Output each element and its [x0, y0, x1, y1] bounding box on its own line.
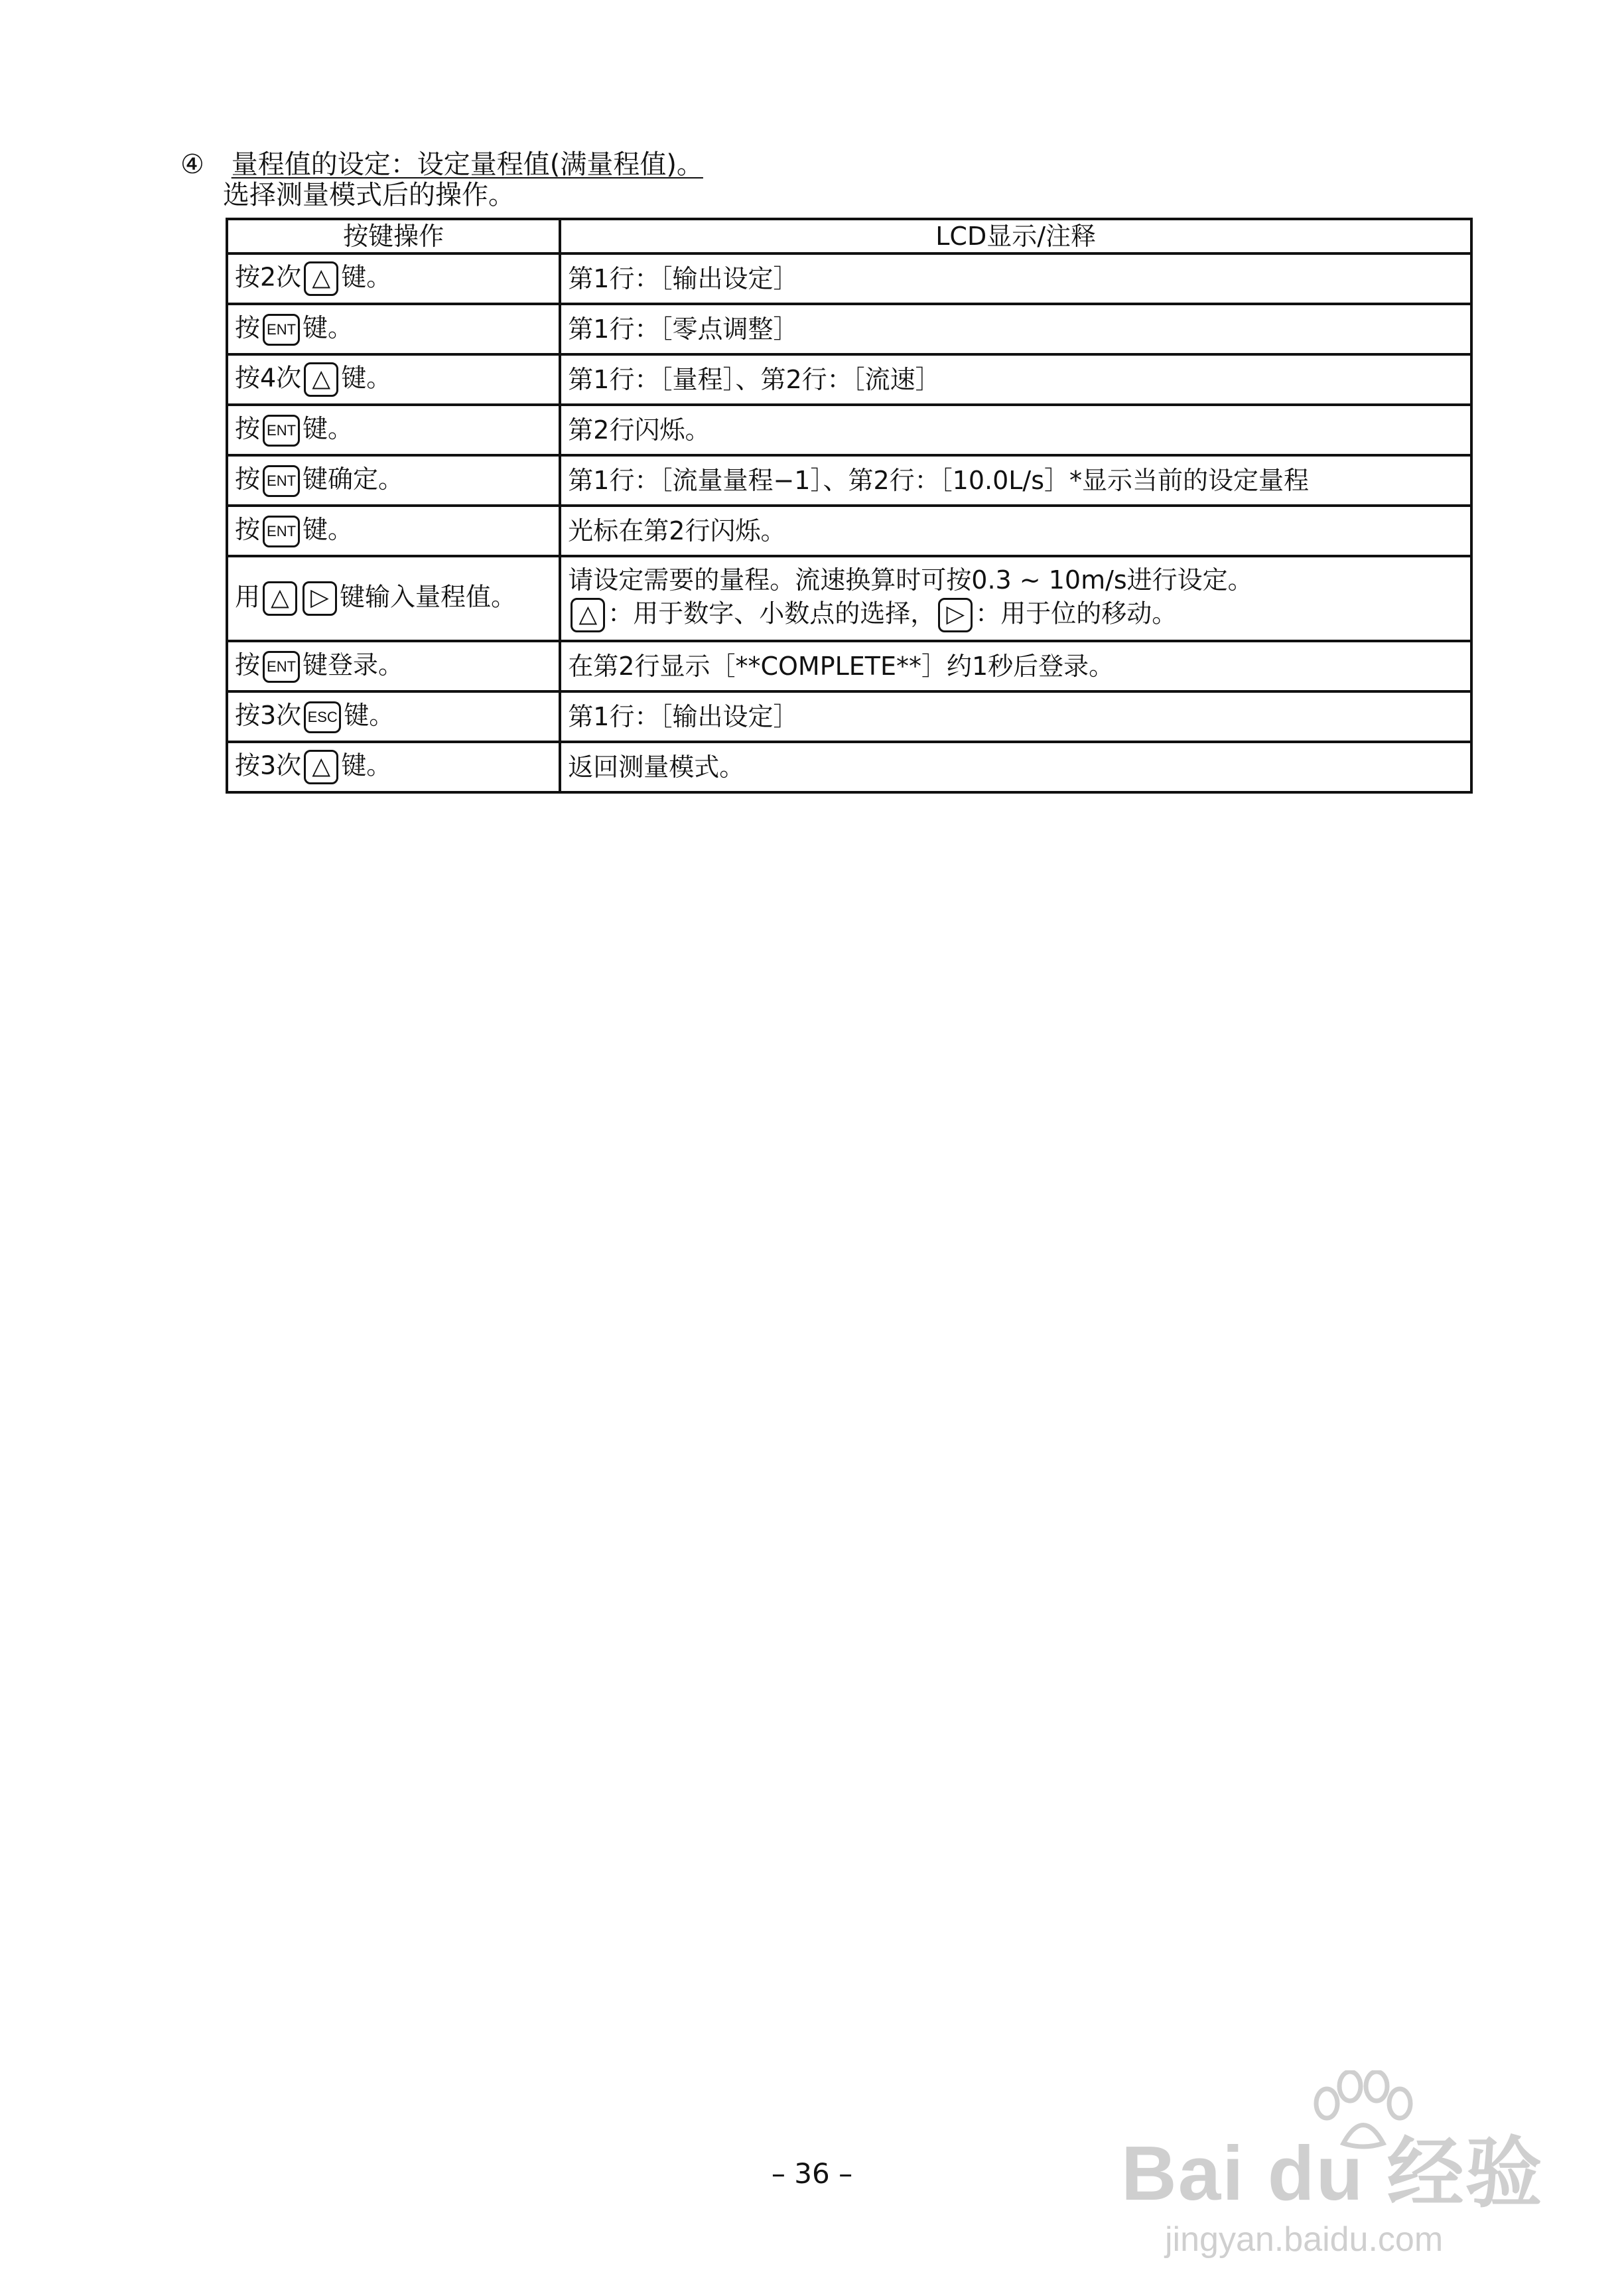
- table-row: [227, 742, 1471, 792]
- right-triangle-key-icon: ▷: [303, 581, 337, 616]
- ent-key-icon: ENT: [263, 314, 300, 346]
- esc-key-icon: ESC: [304, 701, 341, 733]
- up-triangle-key-icon: △: [304, 261, 338, 296]
- key-operation-cell: 按2次 △ 键。: [227, 253, 560, 304]
- page-number: – 36 –: [771, 2157, 853, 2190]
- right-triangle-key-icon: ▷: [938, 598, 973, 632]
- table-row: [227, 354, 1471, 405]
- key-operation-cell: 按3次 △ 键。: [227, 742, 560, 792]
- ent-key-icon: ENT: [263, 465, 300, 497]
- section-title: 量程值的设定：设定量程值(满量程值)。: [231, 149, 703, 180]
- lcd-note-cell: 请设定需要的量程。流速换算时可按0.3 ~ 10m/s进行设定。 △ ：用于数字、小数点的选择， ▷ ：用于位的移动。: [560, 556, 1471, 641]
- up-triangle-key-icon: △: [263, 581, 297, 616]
- lcd-note-cell: 第1行：［量程］、第2行：［流速］: [560, 354, 1471, 405]
- lcd-note-cell: 第1行：［输出设定］: [560, 253, 1471, 304]
- ent-key-icon: ENT: [263, 415, 300, 447]
- table-row: [227, 691, 1471, 742]
- table-row: [227, 455, 1471, 506]
- baidu-watermark: [1121, 2070, 1559, 2269]
- table-row: [227, 556, 1471, 641]
- key-operation-cell: 按 ENT 键确定。: [227, 455, 560, 506]
- up-triangle-key-icon: △: [571, 598, 605, 632]
- lcd-note-cell: 第2行闪烁。: [560, 405, 1471, 455]
- key-operation-cell: 按 ENT 键。: [227, 506, 560, 556]
- table-row: [227, 405, 1471, 455]
- header-lcd-display: LCD显示/注释: [560, 219, 1471, 253]
- lcd-note-cell: 返回测量模式。: [560, 742, 1471, 792]
- table-row: [227, 304, 1471, 354]
- key-operation-cell: 按 ENT 键。: [227, 405, 560, 455]
- ent-key-icon: ENT: [263, 651, 300, 683]
- section-heading: [180, 147, 703, 182]
- table-header-row: [227, 219, 1471, 253]
- table-row: [227, 506, 1471, 556]
- lcd-note-cell: 第1行：［输出设定］: [560, 691, 1471, 742]
- watermark-brand: Bai du 经验: [1121, 2130, 1544, 2216]
- lcd-note-cell: 光标在第2行闪烁。: [560, 506, 1471, 556]
- key-operation-table: [226, 218, 1473, 794]
- up-triangle-key-icon: △: [304, 362, 338, 397]
- lcd-note-cell: 第1行：［零点调整］: [560, 304, 1471, 354]
- up-triangle-key-icon: △: [304, 750, 338, 784]
- key-operation-cell: 按 ENT 键。: [227, 304, 560, 354]
- key-operation-cell: 按3次 ESC 键。: [227, 691, 560, 742]
- section-number: ④: [180, 149, 204, 180]
- ent-key-icon: ENT: [263, 516, 300, 547]
- watermark-url: jingyan.baidu.com: [1165, 2220, 1444, 2259]
- section-subtitle: 选择测量模式后的操作。: [223, 180, 515, 210]
- lcd-note-cell: 第1行：［流量量程−1］、第2行：［10.0L/s］*显示当前的设定量程: [560, 455, 1471, 506]
- lcd-note-cell: 在第2行显示［**COMPLETE**］约1秒后登录。: [560, 641, 1471, 691]
- header-key-operation: 按键操作: [227, 219, 560, 253]
- table-row: [227, 641, 1471, 691]
- key-operation-cell: 用 △ ▷ 键输入量程值。: [227, 556, 560, 641]
- key-operation-cell: 按 ENT 键登录。: [227, 641, 560, 691]
- key-operation-cell: 按4次 △ 键。: [227, 354, 560, 405]
- table-row: [227, 253, 1471, 304]
